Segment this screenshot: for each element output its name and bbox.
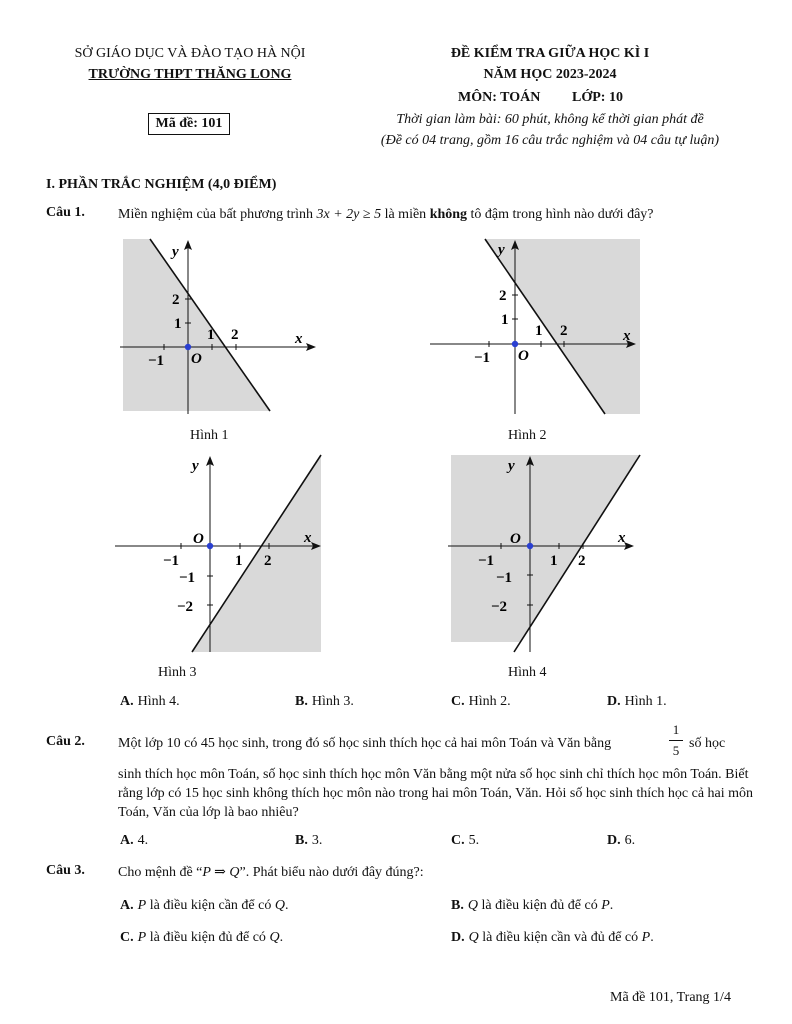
school-name: TRƯỜNG THPT THĂNG LONG [88, 67, 292, 82]
question-2-fraction-denominator: 5 [672, 743, 680, 758]
department-name: SỞ GIÁO DỤC VÀ ĐÀO TẠO HÀ NỘI [74, 46, 306, 61]
question-2-text-line1: Một lớp 10 có 45 học sinh, trong đó số học sinh thích học cả hai môn Toán và Văn bằng [118, 736, 612, 751]
graph-3-tick-label-y-neg2: −2 [177, 599, 194, 615]
question-2-option-b[interactable] [295, 833, 322, 849]
graph-3 [115, 452, 330, 657]
question-3-option-c[interactable] [120, 930, 283, 946]
exam-title: ĐỀ KIỂM TRA GIỮA HỌC KÌ I [450, 46, 650, 61]
graph-4-origin-point [527, 543, 533, 549]
question-2-option-d[interactable] [607, 833, 635, 849]
graph-2-caption: Hình 2 [508, 428, 547, 443]
graph-2 [430, 236, 645, 416]
option-key: D. [451, 930, 465, 945]
graph-4-tick-label-x-2: 2 [578, 553, 586, 569]
option-key: B. [295, 833, 308, 848]
graph-2-origin-label: O [518, 348, 529, 364]
question-2-fraction-numerator: 1 [672, 722, 680, 737]
graph-1-caption: Hình 1 [190, 428, 229, 443]
graph-3-tick-label-x-neg1: −1 [163, 553, 180, 569]
graph-3-tick-label-x-2: 2 [264, 553, 272, 569]
graph-2-tick-label-y-1: 1 [501, 312, 509, 328]
option-key: D. [607, 833, 621, 848]
graph-3-tick-label-y-neg1: −1 [179, 570, 196, 586]
question-3-option-b[interactable] [451, 898, 613, 914]
graph-3-y-label: y [192, 458, 199, 474]
graph-3-caption: Hình 3 [158, 665, 197, 680]
option-text: 4. [137, 833, 149, 848]
question-1-emphasis: không [429, 207, 468, 222]
page-footer: Mã đề 101, Trang 1/4 [610, 990, 731, 1005]
option-key: C. [451, 833, 465, 848]
option-text: là điều kiện cần và đủ để có [478, 930, 642, 945]
graph-2-tick-label-x-neg1: −1 [474, 350, 491, 366]
question-1-text-start: Miền nghiệm của bất phương trình [118, 207, 317, 222]
question-1-option-b[interactable] [295, 694, 354, 710]
graph-3-tick-label-x-1: 1 [235, 553, 243, 569]
graph-1-origin-label: O [191, 351, 202, 367]
question-2-option-c[interactable] [451, 833, 479, 849]
graph-1-origin-point [185, 344, 191, 350]
graph-1 [120, 236, 320, 416]
exam-code-box: Mã đề: 101 [148, 113, 230, 135]
graph-1-shaded-region [123, 239, 270, 411]
graph-1-x-label: x [295, 331, 303, 347]
graph-4-tick-label-y-neg1: −1 [496, 570, 513, 586]
option-var: P [641, 930, 651, 945]
option-text: 5. [468, 833, 480, 848]
graph-4-origin-label: O [510, 531, 521, 547]
subject: MÔN: TOÁN [458, 90, 541, 105]
question-1-option-c[interactable] [451, 694, 511, 710]
option-text: 6. [624, 833, 636, 848]
graph-4-tick-label-y-neg2: −2 [491, 599, 508, 615]
graph-1-tick-label-y-2: 2 [172, 292, 180, 308]
option-text: Hình 2. [468, 694, 511, 709]
option-key: D. [607, 694, 621, 709]
question-3-option-a[interactable] [120, 898, 288, 914]
graph-1-tick-label-x-1: 1 [207, 327, 215, 343]
question-2-text-rest: sinh thích học môn Toán, số học sinh thích học môn Văn bằng một nửa số học sinh chỉ thích học môn Toán. Biết rằng lớp có 15 học sinh không thích học môn nào trong hai môn Toán, Văn. Hỏi số học sinh thích học cả hai môn Toán, Văn của lớp là bao nhiêu? [118, 767, 754, 820]
option-var: Q [467, 898, 478, 913]
question-1-inequality: 3x + 2y ≥ 5 [316, 207, 382, 222]
exam-duration: Thời gian làm bài: 60 phút, không kể thời gian phát đề [396, 112, 704, 127]
option-text: là điều kiện đủ để có [146, 930, 270, 945]
school-year: NĂM HỌC 2023-2024 [483, 67, 617, 82]
option-text: Hình 4. [137, 694, 180, 709]
question-1-text-mid: là miền [381, 207, 430, 222]
option-var: Q [468, 930, 479, 945]
grade: LỚP: 10 [572, 90, 623, 105]
question-2-fraction-bar [669, 740, 683, 741]
question-2-label: Câu 2. [46, 734, 85, 749]
option-text: 3. [311, 833, 323, 848]
question-2-option-a[interactable] [120, 833, 148, 849]
option-key: A. [120, 694, 134, 709]
graph-4-y-label: y [508, 458, 515, 474]
graph-4-tick-label-x-1: 1 [550, 553, 558, 569]
option-key: A. [120, 833, 134, 848]
option-var: P [601, 898, 610, 913]
graph-1-tick-label-x-neg1: −1 [148, 353, 165, 369]
option-var: Q [269, 930, 280, 945]
question-3-option-d[interactable] [451, 930, 654, 946]
question-3-text [118, 863, 424, 882]
option-end: . [650, 930, 654, 945]
option-text: Hình 3. [311, 694, 354, 709]
question-3-label: Câu 3. [46, 863, 85, 878]
option-key: C. [120, 930, 134, 945]
graph-4-caption: Hình 4 [508, 665, 547, 680]
option-key: B. [451, 898, 464, 913]
question-1-option-d[interactable] [607, 694, 667, 710]
graph-2-x-label: x [623, 328, 631, 344]
graph-4 [448, 452, 648, 657]
graph-1-tick-label-x-2: 2 [231, 327, 239, 343]
graph-2-tick-label-x-2: 2 [560, 323, 568, 339]
question-3-text-start: Cho mệnh đề “ [118, 865, 203, 880]
option-key: B. [295, 694, 308, 709]
option-end: . [279, 930, 284, 945]
option-end: . [284, 898, 289, 913]
graph-4-x-label: x [618, 530, 626, 546]
graph-2-origin-point [512, 341, 518, 347]
graph-3-origin-point [207, 543, 213, 549]
question-1-text-end: tô đậm trong hình nào dưới đây? [467, 207, 654, 222]
question-3-proposition: P ⇒ Q [202, 865, 240, 880]
question-1-text [118, 205, 654, 224]
question-2-text-line1-end: số học [689, 736, 726, 751]
question-1-label: Câu 1. [46, 205, 85, 220]
graph-2-y-label: y [498, 242, 505, 258]
option-text: Hình 1. [624, 694, 667, 709]
question-3-text-end: ”. Phát biểu nào dưới đây đúng?: [239, 865, 424, 880]
option-text: là điều kiện đủ để có [477, 898, 602, 913]
exam-note: (Đề có 04 trang, gồm 16 câu trắc nghiệm và 04 câu tự luận) [380, 133, 720, 148]
section-title: I. PHẦN TRẮC NGHIỆM (4,0 ĐIỂM) [46, 177, 277, 192]
option-key: C. [451, 694, 465, 709]
graph-4-tick-label-x-neg1: −1 [478, 553, 495, 569]
graph-4-shaded-region [451, 455, 640, 642]
question-1-option-a[interactable] [120, 694, 180, 710]
graph-2-tick-label-x-1: 1 [535, 323, 543, 339]
option-text: là điều kiện cần để có [146, 898, 275, 913]
option-var: P [137, 930, 147, 945]
option-var: Q [274, 898, 285, 913]
graph-1-y-label: y [172, 244, 179, 260]
option-var: P [137, 898, 147, 913]
graph-3-x-label: x [304, 530, 312, 546]
option-end: . [609, 898, 614, 913]
graph-3-origin-label: O [193, 531, 204, 547]
graph-1-tick-label-y-1: 1 [174, 316, 182, 332]
option-key: A. [120, 898, 134, 913]
graph-2-tick-label-y-2: 2 [499, 288, 507, 304]
